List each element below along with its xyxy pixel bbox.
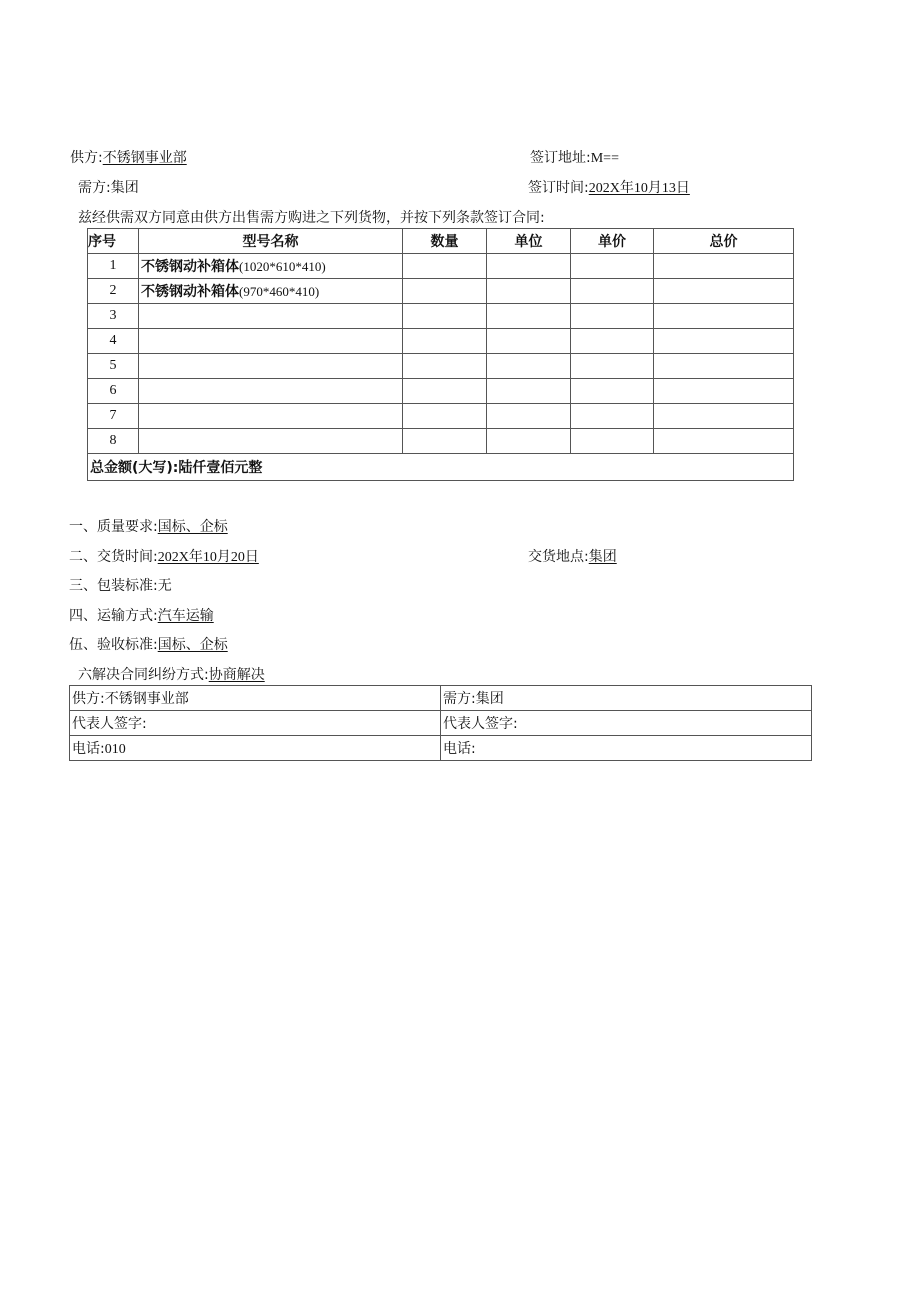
row-price <box>571 404 654 429</box>
col-header-total: 总价 <box>654 229 794 254</box>
row-no: 4 <box>88 329 139 354</box>
row-price <box>571 354 654 379</box>
row-no: 5 <box>88 354 139 379</box>
total-amount-label: 总金额(大写): <box>90 460 179 476</box>
col-header-price: 单价 <box>571 229 654 254</box>
row-price <box>571 279 654 304</box>
table-row <box>88 254 794 279</box>
row-price <box>571 254 654 279</box>
row-total <box>654 429 794 454</box>
supplier-value: 不锈钢事业部 <box>102 150 187 166</box>
table-row <box>88 429 794 454</box>
sign-place-label: 签订地址: <box>530 150 591 166</box>
table-row <box>88 354 794 379</box>
row-qty <box>403 279 487 304</box>
row-unit <box>487 304 571 329</box>
sign-time-value: 202X年10月13日 <box>588 181 690 196</box>
row-name-cell <box>139 304 403 329</box>
table-row <box>88 404 794 429</box>
acceptance-line <box>69 634 228 654</box>
row-qty <box>403 354 487 379</box>
col-header-qty: 数量 <box>403 229 487 254</box>
row-no: 1 <box>88 254 139 279</box>
total-amount-cell <box>88 454 794 481</box>
supplier-phone-value: 010 <box>104 742 126 757</box>
buyer-sign-cell: 需方:集团 <box>441 686 812 711</box>
row-no: 3 <box>88 304 139 329</box>
quality-line <box>69 516 228 536</box>
buyer-phone-cell: 电话: <box>441 736 812 761</box>
row-name-cell <box>139 404 403 429</box>
packing-line <box>69 575 172 595</box>
row-total <box>654 304 794 329</box>
transport-value: 汽车运输 <box>157 608 214 624</box>
row-unit <box>487 354 571 379</box>
col-header-name: 型号名称 <box>139 229 403 254</box>
transport-label: 四、运输方式: <box>69 608 158 624</box>
total-amount-value: 陆仟壹佰元整 <box>178 460 263 476</box>
row-price <box>571 304 654 329</box>
table-row <box>88 329 794 354</box>
row-price <box>571 329 654 354</box>
row-name-cell <box>139 379 403 404</box>
row-qty <box>403 304 487 329</box>
row-qty <box>403 379 487 404</box>
row-qty <box>403 404 487 429</box>
product-name: 不锈钢动补箱体 <box>141 284 239 300</box>
supplier-rep-cell: 代表人签字: <box>70 711 441 736</box>
delivery-time-line <box>69 546 259 566</box>
delivery-time-label: 二、交货时间: <box>69 549 158 565</box>
table-row <box>88 304 794 329</box>
row-total <box>654 254 794 279</box>
row-total <box>654 404 794 429</box>
row-unit <box>487 429 571 454</box>
delivery-place-label: 交货地点: <box>528 549 589 565</box>
row-no: 8 <box>88 429 139 454</box>
row-total <box>654 354 794 379</box>
row-total <box>654 329 794 354</box>
row-no: 2 <box>88 279 139 304</box>
packing-value: 无 <box>157 578 172 594</box>
supplier-phone-cell <box>70 736 441 761</box>
row-unit <box>487 254 571 279</box>
product-name: 不锈钢动补箱体 <box>141 259 239 275</box>
row-unit <box>487 379 571 404</box>
sign-place-line <box>530 147 619 167</box>
table-row <box>88 279 794 304</box>
dispute-line <box>78 664 265 684</box>
row-name-cell <box>139 354 403 379</box>
packing-label: 三、包装标准: <box>69 578 158 594</box>
row-no: 7 <box>88 404 139 429</box>
goods-table <box>87 228 794 481</box>
col-header-no: 序号 <box>88 229 139 254</box>
buyer-label: 需方: <box>78 180 111 196</box>
table-row <box>70 711 812 736</box>
row-name-cell <box>139 279 403 304</box>
sign-time-line <box>528 177 690 197</box>
row-unit <box>487 279 571 304</box>
row-name-cell <box>139 429 403 454</box>
acceptance-label: 伍、验收标准: <box>69 637 158 653</box>
row-qty <box>403 429 487 454</box>
supplier-sign-cell: 供方:不锈钢事业部 <box>70 686 441 711</box>
product-dims: (970*460*410) <box>239 284 320 299</box>
total-amount-row <box>88 454 794 481</box>
row-total <box>654 279 794 304</box>
table-row <box>70 736 812 761</box>
buyer-value: 集团 <box>110 180 139 196</box>
acceptance-value: 国标、企标 <box>157 637 228 653</box>
row-price <box>571 379 654 404</box>
row-qty <box>403 329 487 354</box>
supplier-label: 供方: <box>70 150 103 166</box>
goods-table-header <box>88 229 794 254</box>
supplier-phone-label: 电话: <box>72 741 105 757</box>
table-row <box>88 379 794 404</box>
transport-line <box>69 605 214 625</box>
quality-label: 一、质量要求: <box>69 519 158 535</box>
intro-text: 兹经供需双方同意由供方出售需方购进之下列货物，并按下列条款签订合同: <box>78 210 545 226</box>
product-dims: (1020*610*410) <box>239 259 326 274</box>
dispute-label: 六解决合同纠纷方式: <box>78 667 209 683</box>
sign-place-value: M== <box>590 151 619 166</box>
row-unit <box>487 404 571 429</box>
row-no: 6 <box>88 379 139 404</box>
table-row <box>70 686 812 711</box>
row-total <box>654 379 794 404</box>
row-qty <box>403 254 487 279</box>
dispute-value: 协商解决 <box>208 667 265 683</box>
delivery-time-value: 202X年10月20日 <box>157 550 259 565</box>
delivery-place-value: 集团 <box>588 549 617 565</box>
buyer-rep-cell: 代表人签字: <box>441 711 812 736</box>
col-header-unit: 单位 <box>487 229 571 254</box>
row-unit <box>487 329 571 354</box>
supplier-line <box>70 147 187 167</box>
row-price <box>571 429 654 454</box>
signature-table <box>69 685 812 761</box>
buyer-line <box>78 177 139 197</box>
row-name-cell <box>139 254 403 279</box>
sign-time-label: 签订时间: <box>528 180 589 196</box>
row-name-cell <box>139 329 403 354</box>
quality-value: 国标、企标 <box>157 519 228 535</box>
delivery-place-line <box>528 546 617 566</box>
